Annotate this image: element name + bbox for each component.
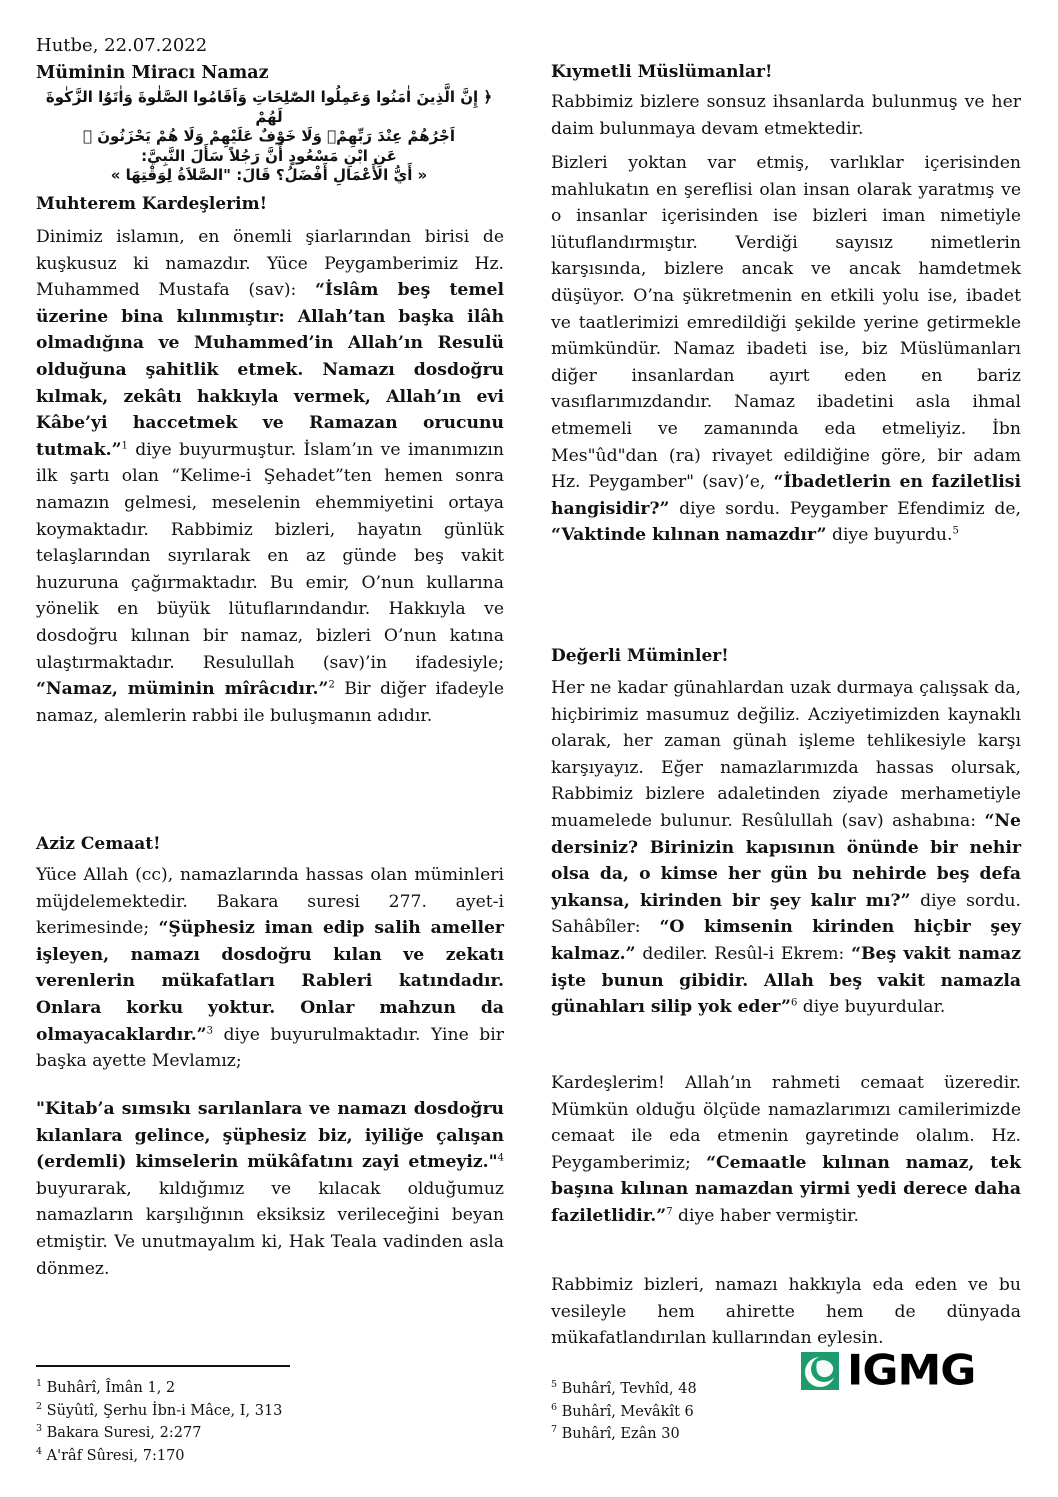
footnote-number: 2: [36, 1400, 43, 1412]
paragraph-bakara: [36, 862, 504, 1075]
hadith-five-prayers: “Beş vakit namaz işte bunun gibidir. Allah beş vakit namazla günahları silip yok eder”: [551, 943, 1021, 1018]
footnote-ref-6[interactable]: 6: [790, 997, 798, 1009]
hadith-question: “İbadetlerin en faziletlisi hangisidir?”: [551, 472, 1021, 519]
hadith-cemaat: “Cemaatle kılınan namaz, tek başına kılınan namazdan yirmi yedi derece daha faziletlidir.”: [551, 1152, 1021, 1226]
footnote-number: 7: [551, 1424, 558, 1436]
verse-quote-bakara: “Şüphesiz iman edip salih ameller işleyen, namazı dosdoğru kılan ve zekatı verenlerin mükafatları Rableri katındadır. Onlara korku yoktur. Onlar mahzun da olmayacaklardır.”: [36, 918, 504, 1045]
footnote-text: Buhârî, Tevhîd, 48: [561, 1381, 697, 1397]
footnote-ref-7[interactable]: 7: [666, 1206, 673, 1218]
arabic-line-4: « أَيُّ الأَعْمَالِ أَفْضَلُ؟ قَالَ: "الصَّلاَةُ لِوَقْتِهَا »: [110, 166, 428, 184]
footnote-ref-1[interactable]: 1: [121, 440, 128, 452]
footnote-divider: [36, 1365, 290, 1367]
text: Dinimiz islamın, en önemli şiarlarından birisi de kuşkusuz ki namazdır. Yüce Peygamberimiz Hz. Muhammed Mustafa (sav):: [36, 227, 504, 301]
section-heading-degerli: Değerli Müminler!: [551, 646, 729, 666]
paragraph-gunah: [551, 675, 1021, 1021]
hadith-river-question: “Ne dersiniz? Birinizin kapısının önünde bir nehir olsa da, o kimse her gün bu nehirde beş defa yıkansa, kirinden bir şey kalır mı?”: [551, 810, 1021, 911]
paragraph-ihsan: Rabbimiz bizlere sonsuz ihsanlarda bulunmuş ve her daim bulunmaya devam etmektedir.: [551, 92, 1021, 139]
footnote-number: 1: [36, 1378, 43, 1390]
footnote-number: 6: [551, 1401, 558, 1413]
paragraph-iman-nimeti: [551, 150, 1021, 549]
footnote-5: [551, 1378, 697, 1401]
footnote-text: Buhârî, Ezân 30: [561, 1426, 680, 1442]
section-heading-muhterem: Muhterem Kardeşlerim!: [36, 194, 268, 214]
text: diye buyurdular.: [797, 997, 946, 1018]
hadith-river-answer: “O kimsenin kirinden hiçbir şey kalmaz.”: [551, 917, 1021, 964]
text: Her ne kadar günahlardan uzak durmaya çalışsak da, hiçbirimiz masumuz değiliz. Acziyetimizden kaynaklı olarak, her zaman günah işleme tehlikesiyle karşı karşıyayız. Eğer namazlarımızda hassas olursak, Rabbimiz bizlere adaletinden ziyade merhametiyle muamelede bulunur. Resûlullah (sav) ashabına:: [551, 678, 1021, 831]
text: diye buyurulmaktadır. Yine bir başka ayette Mevlamız;: [36, 1024, 504, 1072]
footnote-text: Buhârî, Mevâkît 6: [561, 1403, 694, 1420]
footnote-text: Buhârî, Îmân 1, 2: [46, 1380, 176, 1396]
hadith-quote-mirac: “Namaz, müminin mîrâcıdır.”: [36, 679, 329, 700]
text: diye buyurdu.: [826, 525, 953, 546]
footnote-number: 4: [36, 1445, 43, 1457]
arabic-verse-block: [34, 88, 504, 186]
text: dediler. Resûl-i Ekrem:: [635, 943, 852, 964]
crescent-globe-icon: [801, 1352, 839, 1390]
footnotes-left: [36, 1377, 282, 1467]
text: buyurarak, kıldığımız ve kılacak olduğumuz namazların karşılığının eksiksiz verileceğini beyan etmiştir. Ve unutmayalım ki, Hak Teala vadinden asla dönmez.: [36, 1178, 504, 1279]
section-heading-aziz-cemaat: Aziz Cemaat!: [36, 834, 161, 854]
text: Bir diğer ifadeyle namaz, alemlerin rabbi ile buluşmanın adıdır.: [36, 679, 505, 726]
footnote-7: [551, 1423, 697, 1446]
section-heading-kiymetli: Kıymetli Müslümanlar!: [551, 62, 773, 82]
footnote-6: [551, 1401, 697, 1424]
igmg-logo: [801, 1346, 981, 1395]
arabic-line-2: اَجْرُهُمْ عِنْدَ رَبِّهِمْۚ وَلَا خَوْفٌ عَلَيْهِمْ وَلَا هُمْ يَحْزَنُونَ ﴾: [83, 127, 455, 145]
paragraph-araf: [36, 1096, 504, 1282]
arabic-line-3: عَنِ ابْنِ مَسْعُودٍ أَنَّ رَجُلاً سَأَلَ النَّبِيَّ:: [141, 146, 397, 165]
arabic-line-1: ﴿ إِنَّ الَّذِينَ اٰمَنُوا وَعَمِلُوا الصّٰلِحَاتِ وَاَقَامُوا الصَّلٰوةَ وَاٰتَوُا الزَّكٰوةَ لَهُمْ: [45, 88, 493, 126]
text: Kardeşlerim! Allah’ın rahmeti cemaat üzeredir. Mümkün olduğu ölçüde namazlarımızı camilerimizde cemaat ile eda etmenin gayretinde olalım. Hz. Peygamberimiz;: [551, 1073, 1021, 1173]
logo-wordmark: IGMG: [847, 1346, 976, 1395]
sermon-title: Müminin Miracı Namaz: [36, 63, 269, 83]
footnote-number: 5: [551, 1379, 558, 1391]
text: diye buyurmuştur. İslam’ın ve imanımızın ilk şartı olan “Kelime-i Şehadet”ten hemen sonra namazın gelmesi, meselenin ehemmiyetini ortaya koymaktadır. Rabbimiz bizleri, hayatın günlük telaşlarından sıyrılarak en az günde beş vakit huzuruna çağırmaktadır. Bu emir, O’nun kullarına yönelik en büyük lütuflarındandır. Hakkıyla ve dosdoğru kılınan bir namaz, bizleri O’nun katına ulaştırmaktadır. Resulullah (sav)’in ifadesiyle;: [36, 439, 504, 673]
paragraph-cemaat: [551, 1070, 1021, 1230]
footnote-3: [36, 1422, 282, 1445]
footnotes-right: [551, 1378, 697, 1446]
footnote-text: Süyûtî, Şerhu İbn-i Mâce, I, 313: [46, 1402, 283, 1419]
text: diye sordu. Sahâbîler:: [551, 890, 1021, 938]
footnote-ref-2[interactable]: 2: [328, 679, 335, 691]
paragraph-dua: Rabbimiz bizleri, namazı hakkıyla eda eden ve bu vesileyle hem ahirette hem de dünyada mükafatlandırılan kullarından eylesin.: [551, 1275, 1021, 1349]
footnote-number: 3: [36, 1423, 43, 1435]
footnote-4: [36, 1445, 282, 1468]
footnote-2: [36, 1400, 282, 1423]
text: diye sordu. Peygamber Efendimiz de,: [669, 498, 1021, 519]
footnote-ref-4[interactable]: 4: [497, 1152, 504, 1164]
sermon-date: Hutbe, 22.07.2022: [36, 35, 208, 56]
footnote-text: Bakara Suresi, 2:277: [46, 1425, 202, 1441]
text: Bizleri yoktan var etmiş, varlıklar içerisinden mahlukatın en şereflisi olan insan olarak yaratmış ve o insanlar içerisinden ise bizleri iman nimetiyle lütuflandırmıştır. Verdiği sayısız nimetlerin karşısında, bizlere ancak ve ancak hamdetmek düşüyor. O’na şükretmenin en etkili yolu ise, ibadet ve taatlerimizi emredildiği şekilde yerine getirmekle mümkündür. Namaz ibadeti ise, biz Müslümanları diğer insanlardan ayırt eden en bariz vasıflarımızdandır. Namaz ibadetini asla ihmal etmemeli ve zamanında eda etmeliyiz. İbn Mes"ûd"dan (ra) rivayet edildiğine göre, bir adam Hz. Peygamber" (sav)’e,: [551, 153, 1021, 493]
hadith-answer: “Vaktinde kılınan namazdır”: [551, 525, 827, 546]
footnote-1: [36, 1377, 282, 1400]
text: diye haber vermiştir.: [672, 1205, 859, 1226]
footnote-ref-5[interactable]: 5: [952, 525, 959, 537]
paragraph-namaz-intro: [36, 224, 504, 729]
footnote-ref-3[interactable]: 3: [206, 1024, 213, 1036]
hadith-quote-islam: “İslâm beş temel üzerine bina kılınmıştır: Allah’tan başka ilâh olmadığına ve Muhammed’in Allah’ın Resulü olduğuna şahitlik etmek. Namazı dosdoğru kılmak, zekâtı hakkıyla vermek, Allah’ın evi Kâbe’yi haccetmek ve Ramazan orucunu tutmak.”: [36, 280, 505, 460]
text: Yüce Allah (cc), namazlarında hassas olan müminleri müjdelemektedir. Bakara suresi 277. ayet-i kerimesinde;: [36, 865, 504, 939]
verse-quote-araf: "Kitab’a sımsıkı sarılanlara ve namazı dosdoğru kılanlara gelince, şüphesiz biz, iyiliğe çalışan (erdemli) kimselerin mükâfatını zayi etmeyiz.": [36, 1099, 504, 1173]
footnote-text: A'râf Sûresi, 7:170: [46, 1447, 185, 1464]
